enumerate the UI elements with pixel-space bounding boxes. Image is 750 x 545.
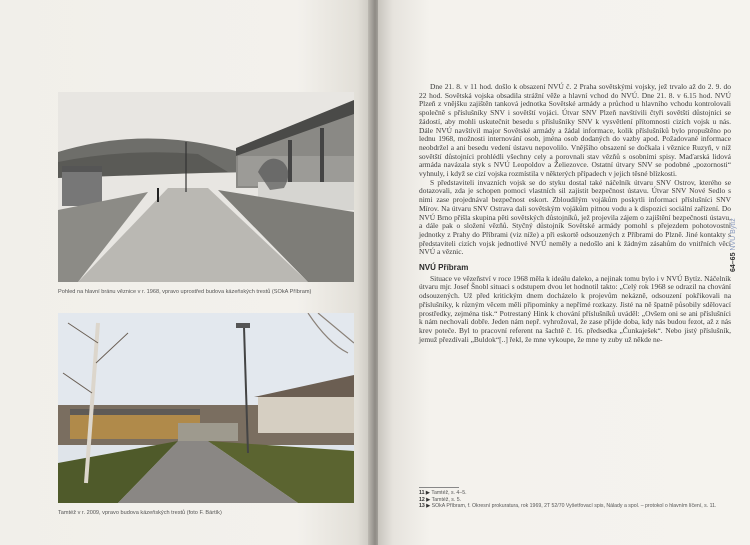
- section-heading: NVÚ Příbram: [419, 263, 469, 273]
- footnote-rule: [419, 487, 459, 488]
- footnote: 12 ▶ Tamtéž, s. 5.: [419, 496, 462, 503]
- footnote-text: SOkA Příbram, f. Okresní prokuratura, rok 1969, 2T 52/70 Vyšetřovací spis, Nálady a spol. – protokol o hlavním líčení, s. 11.: [431, 503, 717, 510]
- footnote: 13 ▶ SOkA Příbram, f. Okresní prokuratura, rok 1969, 2T 52/70 Vyšetřovací spis, Nálady a spol. – protokol o hlavním líčení, s. 11.: [419, 503, 717, 510]
- photo-prison-gate-1968: [58, 92, 354, 282]
- footnote: 11 ▶ Tamtéž, s. 4–5.: [419, 490, 467, 496]
- running-footer: [730, 218, 737, 272]
- photo1-caption: Pohled na hlavní bránu věznice v r. 1968, vpravo uprostřed budova kázeňských trestů (SOkA Příbram): [58, 289, 312, 295]
- right-page: [378, 0, 750, 545]
- photo-prison-gate-2009: [58, 313, 354, 503]
- paragraph: Dne 21. 8. v 11 hod. došlo k obsazení NVÚ č. 2 Praha sovětskými vojsky, jež trvalo až do 2. 9. do 22 hod. Sovětská vojska obsadila strážní věže a hlavní vchod do NVÚ. Dne 21. 8. v 6.15 hod. NVÚ Plzeň z vnějšku zajištěn tanková jednotka Sovětské armády a průchod u hlavního vchodu kontrolovali společně s příslušníky SNV i sovětští vojáci. Útvar SNV Plzeň navštívili čtyři sovětští důstojníci se žádostí, aby mohli uskutečnit besedu s příslušníky SNV k vysvětlení přítomnosti cizích vojsk u nás. Dále NVÚ navštívil major Sovětské armády a žádal informace, kolik příslušníků bylo propuštěno po lednu 1968, možnosti internování osob, jména osob dodaných do vazby apod. Požadované informace neobdržel a ani besedu vedení ústavu nepovolilo. Vnějšího obsazení se dočkala i věznice Ruzyň, v níž sovětští důstojníci prohlédli všechny cely a porovnali stav vězňů s osobními spisy. Maďarská lidová armáda navázala styk s NVÚ Leopoldov a Želiezovce. Ostatní útvary SNV se podobné „pozornosti“ vyhnuly, i když se cizí vojska rozmístila v některých případech v jejich těsné blízkosti.: [419, 82, 731, 179]
- footnote-number: 13: [419, 503, 425, 510]
- body-text: [419, 83, 731, 344]
- footnotes: [419, 487, 731, 510]
- left-page: [0, 0, 372, 545]
- footnote-number: 11: [419, 490, 425, 496]
- section-label: NVÚ Bytíz: [730, 218, 737, 251]
- paragraph: S představiteli invazních vojsk se do styku dostal také náčelník útvaru SNV Ostrov, kterého se dotazovali, zda je schopen pomoci vlastních sil zajistit bezpečnost ústavu. Útvar SNV Nové Sedlo s nimi zase projednával bezpečnost eskort. Zbloudilým vojákům poskytli informaci příslušníci SNV Mírov. Na útvaru SNV Ostrava dali sovětským vojákům pitnou vodu a k dispozici sociální zařízení. Do NVÚ Brno přišla skupina pěti sovětských důstojníků, jež projevila zájem o zajištění bezpečnosti ústavu, a dále pak o složení vězňů. Styčný důstojník Sovětské armády pomohl s přejezdem pohotovostní jednotky z Prahy do Příbrami (viz níže) a při eskortě odsouzených z Příbrami do Plzně. Jiné kontakty s představiteli cizích vojsk jednotlivé NVÚ neměly a nedošlo ani k žádným zásahům do vnitřních věcí NVÚ a věznic.: [419, 177, 731, 257]
- footnote-text: Tamtéž, s. 4–5.: [431, 490, 467, 496]
- footnote-text: Tamtéž, s. 5.: [431, 496, 462, 503]
- paragraph: Situace ve vězeňství v roce 1968 měla k ideálu daleko, a nejinak tomu bylo i v NVÚ Bytíz. Náčelník útvaru mjr. Josef Šnobl situaci s odstupem dvou let hodnotil takto: „Celý rok 1968 se odrazil na chování odsouzených. Už před kritickým dnem docházelo k projevům nekázně, odsouzení pokřikovali na příslušníky, k různým věcem měli připomínky a nepřímé rozkazy. Jisté na ně špatně působily sdělovací prostředky, zejména tisk.“ Potrestaný Hink k chování příslušníků uváděl: „Ovšem oni se ani příslušníci k nám nechovali dobře. Jeden nám nepř. vyhrožoval, že zase přijde doba, kdy nás budou fezot, až z nás krev poteče. Byl to pracovní referent na šachtě č. 16. předsedka „Čunkaješek“. Nebo jistý příslušník, jemuž přezdívali „Buldok“[..] řekl, že mne vykoupe, že mne ty zuby už někde ne-: [419, 273, 731, 344]
- photo2-caption: Tamtéž v r. 2009, vpravo budova kázeňských trestů (foto F. Bártík): [58, 510, 222, 516]
- footnote-number: 12: [419, 496, 425, 503]
- page-number: 64–65: [730, 252, 737, 272]
